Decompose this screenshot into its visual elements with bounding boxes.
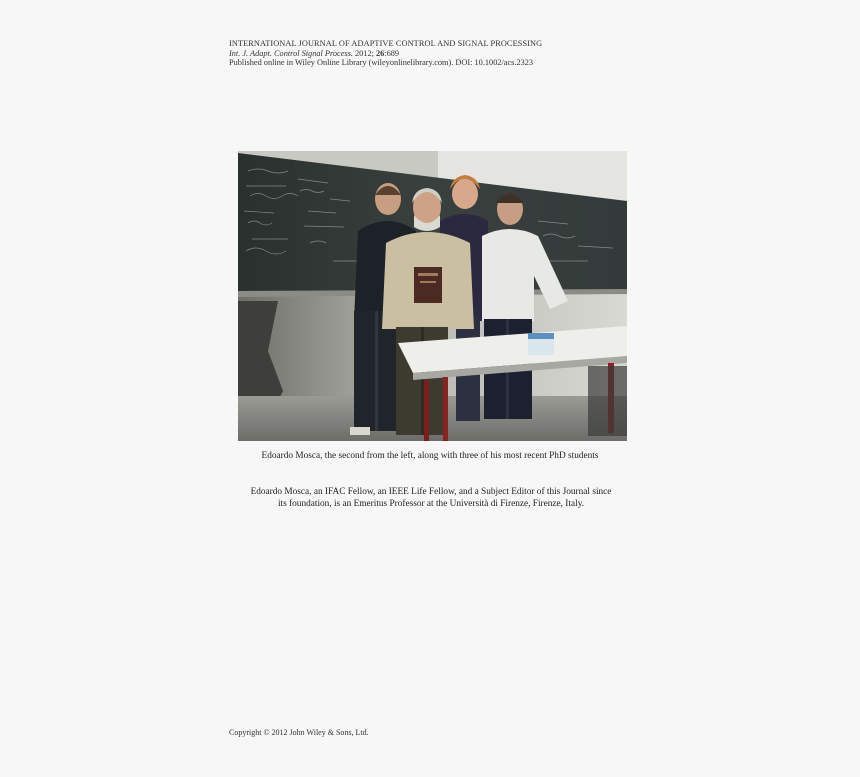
- citation-page: :689: [384, 48, 400, 58]
- biography-line-2: its foundation, is an Emeritus Professor at the Università di Firenze, Firenze, Italy.: [277, 498, 585, 509]
- citation-journal: Int. J. Adapt. Control Signal Process.: [229, 48, 353, 58]
- photo-caption: Edoardo Mosca, the second from the left, along with three of his most recent PhD students: [261, 451, 599, 461]
- citation-volume: 26: [375, 48, 385, 58]
- citation-line: [229, 49, 542, 59]
- citation-year: 2012;: [352, 48, 376, 58]
- published-online-line: Published online in Wiley Online Library (wileyonlinelibrary.com). DOI: 10.1002/acs.2323: [229, 58, 534, 68]
- running-header: [229, 39, 542, 68]
- group-photo: [238, 151, 627, 441]
- journal-title: INTERNATIONAL JOURNAL OF ADAPTIVE CONTROL AND SIGNAL PROCESSING: [229, 39, 543, 48]
- biography-paragraph: [229, 487, 633, 511]
- biography-line-1: Edoardo Mosca, an IFAC Fellow, an IEEE Life Fellow, and a Subject Editor of this Journal since: [250, 487, 612, 497]
- copyright-footer: Copyright © 2012 John Wiley & Sons, Ltd.: [229, 728, 369, 737]
